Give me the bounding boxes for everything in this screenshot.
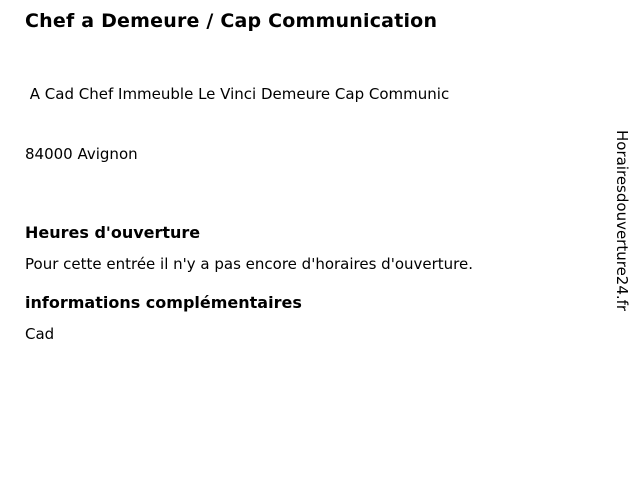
watermark-vertical-text: Horairesdouverture24.fr xyxy=(613,130,631,312)
section-additional-info xyxy=(25,293,595,344)
address-block xyxy=(25,44,595,204)
opening-hours-text: Pour cette entrée il n'y a pas encore d'horaires d'ouverture. xyxy=(25,255,474,273)
address-line-city: 84000 Avignon xyxy=(25,145,138,163)
page-title: Chef a Demeure / Cap Communication xyxy=(25,10,438,32)
opening-hours-heading: Heures d'ouverture xyxy=(25,223,201,242)
additional-info-heading: informations complémentaires xyxy=(25,293,302,312)
address-line-street: A Cad Chef Immeuble Le Vinci Demeure Cap Communic xyxy=(25,85,450,103)
section-opening-hours xyxy=(25,223,595,274)
additional-info-text: Cad xyxy=(25,325,55,343)
